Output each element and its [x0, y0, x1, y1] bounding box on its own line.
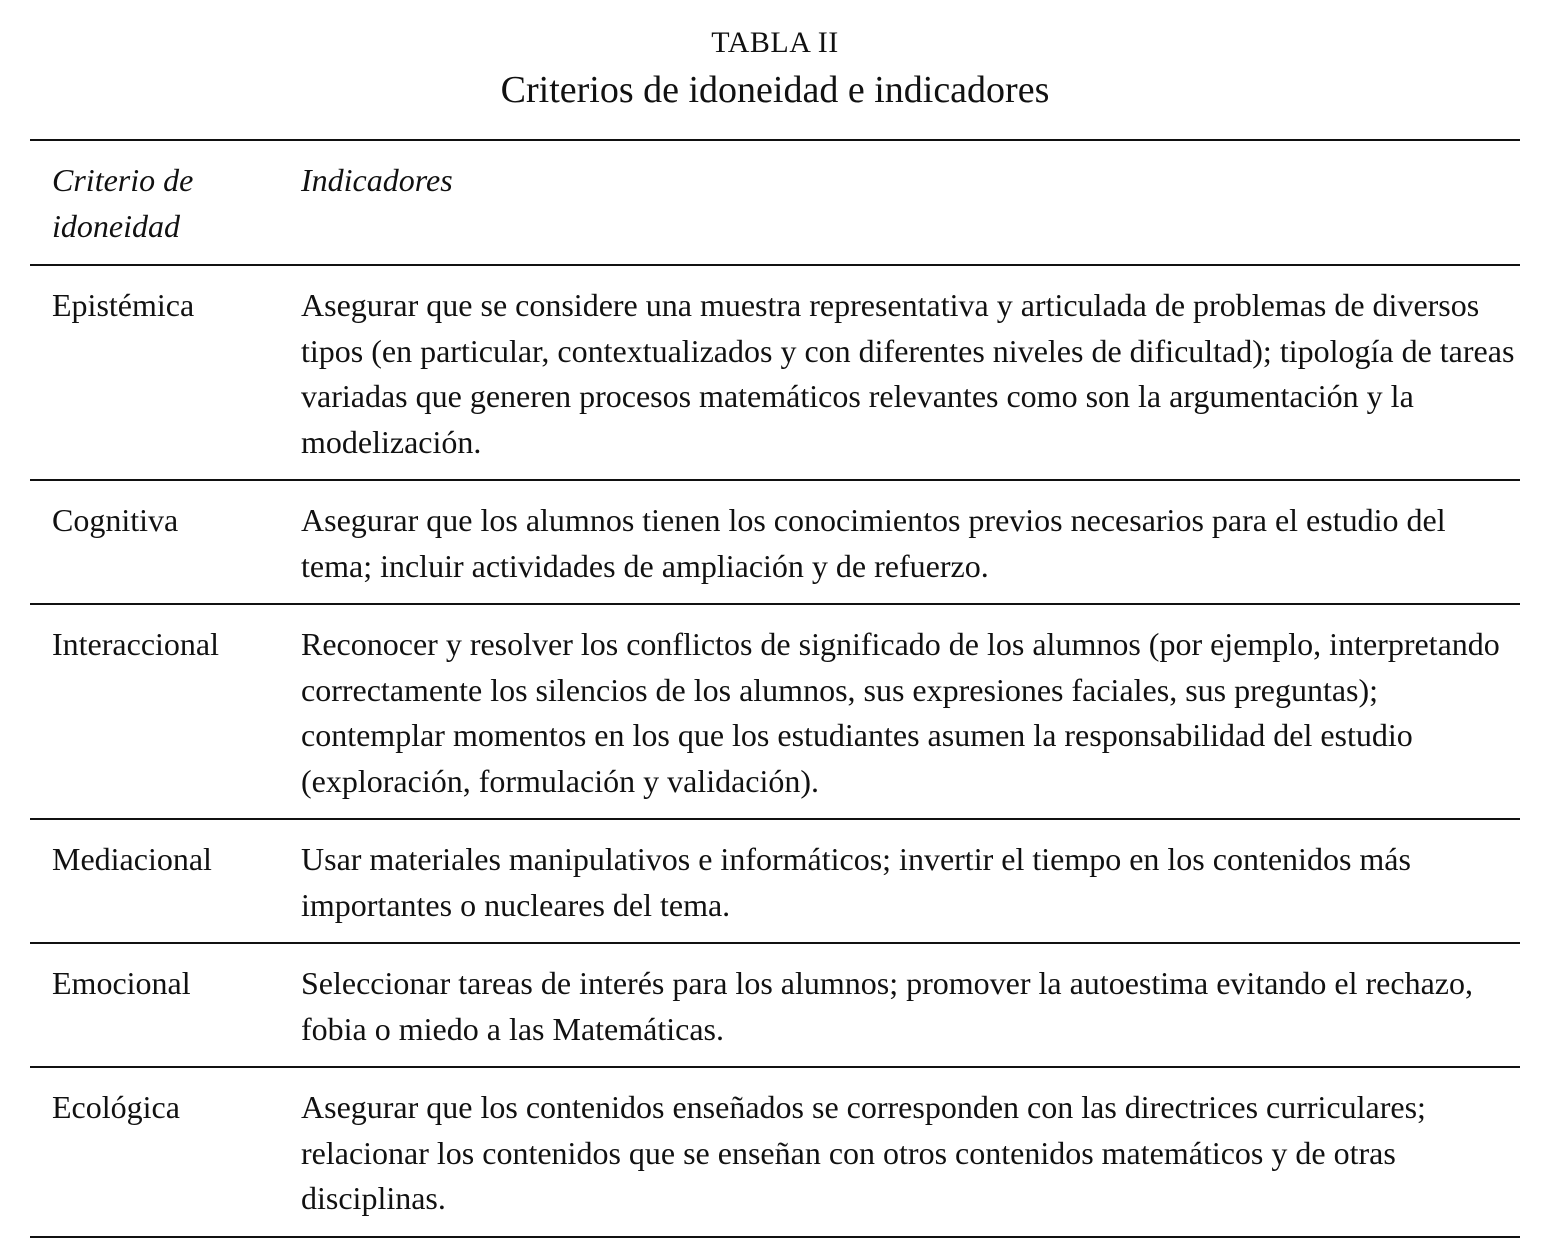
indicators-cell: Seleccionar tareas de interés para los alumnos; promover la autoestima evitando el rechazo, fobia o miedo a las Matemáticas. [279, 943, 1520, 1067]
table-label: TABLA II [711, 26, 839, 59]
criterion-cell: Ecológica [30, 1067, 279, 1237]
indicators-cell: Reconocer y resolver los conflictos de significado de los alumnos (por ejemplo, interpretando correctamente los silencios de los alumnos, sus expresiones faciales, sus preguntas); contemplar momentos en los que los estudiantes asumen la responsabilidad del estudio (exploración, formulación y validación). [279, 604, 1520, 819]
criterion-cell: Interaccional [30, 604, 279, 819]
table-title: Criterios de idoneidad e indicadores [500, 69, 1050, 111]
table-header-row [30, 140, 1520, 265]
table-row [30, 480, 1520, 604]
criterion-cell: Epistémica [30, 265, 279, 480]
criteria-table [30, 139, 1520, 1238]
indicators-cell: Usar materiales manipulativos e informáticos; invertir el tiempo en los contenidos más importantes o nucleares del tema. [279, 819, 1520, 943]
criterion-cell: Cognitiva [30, 480, 279, 604]
table-row [30, 1067, 1520, 1237]
table-row [30, 604, 1520, 819]
column-header-criterion: Criterio de idoneidad [30, 140, 279, 265]
indicators-cell: Asegurar que se considere una muestra representativa y articulada de problemas de diversos tipos (en particular, contextualizados y con diferentes niveles de dificultad); tipología de tareas variadas que generen procesos matemáticos relevantes como son la argumentación y la modelización. [279, 265, 1520, 480]
column-header-indicators: Indicadores [279, 140, 1520, 265]
table-row [30, 819, 1520, 943]
criterion-cell: Emocional [30, 943, 279, 1067]
indicators-cell: Asegurar que los alumnos tienen los conocimientos previos necesarios para el estudio del tema; incluir actividades de ampliación y de refuerzo. [279, 480, 1520, 604]
table-row [30, 265, 1520, 480]
table-row [30, 943, 1520, 1067]
criterion-cell: Mediacional [30, 819, 279, 943]
indicators-cell: Asegurar que los contenidos enseñados se corresponden con las directrices curriculares; relacionar los contenidos que se enseñan con otros contenidos matemáticos y de otras disciplinas. [279, 1067, 1520, 1237]
